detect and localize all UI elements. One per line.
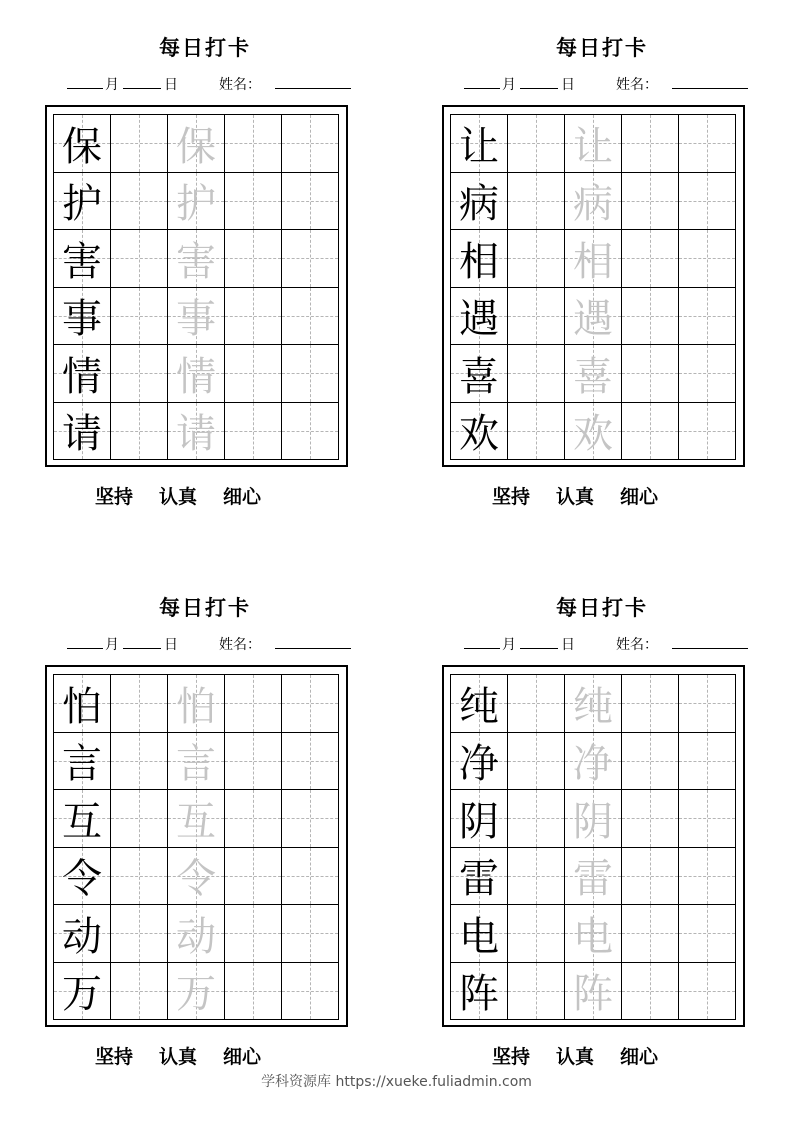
trace-char-cell [565, 173, 622, 231]
practice-cell[interactable] [282, 733, 339, 791]
practice-cell[interactable] [679, 173, 736, 231]
model-char-cell [53, 173, 111, 231]
practice-cell[interactable] [508, 905, 565, 963]
practice-cell[interactable] [679, 345, 736, 403]
practice-cell[interactable] [679, 114, 736, 173]
practice-cell[interactable] [111, 733, 168, 791]
model-char-cell [53, 230, 111, 288]
practice-cell[interactable] [282, 963, 339, 1021]
model-char-cell [450, 733, 508, 791]
trace-character: 雷 [573, 856, 613, 903]
model-character: 电 [459, 913, 499, 960]
writing-grid-frame [442, 665, 745, 1027]
slogan-word: 认真 [556, 1046, 595, 1068]
writing-grid-frame [45, 665, 348, 1027]
practice-cell[interactable] [225, 288, 282, 346]
date-name-row [45, 72, 365, 94]
grid-row [450, 230, 736, 288]
trace-character: 遇 [573, 296, 613, 343]
grid-row [53, 848, 339, 906]
grid-row [53, 963, 339, 1021]
slogan [492, 482, 658, 509]
practice-cell[interactable] [282, 905, 339, 963]
practice-cell[interactable] [111, 288, 168, 346]
trace-character: 言 [176, 741, 216, 788]
grid-row [53, 674, 339, 733]
grid-row [450, 733, 736, 791]
trace-char-cell [565, 288, 622, 346]
practice-cell[interactable] [508, 790, 565, 848]
name-label: 姓名： [219, 77, 261, 93]
model-character: 情 [62, 353, 102, 400]
trace-character: 净 [573, 741, 613, 788]
grid-row [450, 114, 736, 173]
practice-cell[interactable] [508, 114, 565, 173]
practice-cell[interactable] [508, 963, 565, 1021]
practice-cell[interactable] [622, 230, 679, 288]
model-character: 纯 [459, 683, 499, 730]
practice-cell[interactable] [622, 790, 679, 848]
grid-row [450, 674, 736, 733]
model-char-cell [450, 674, 508, 733]
trace-character: 喜 [573, 353, 613, 400]
trace-char-cell [565, 403, 622, 461]
writing-grid [53, 114, 339, 460]
trace-character: 阴 [573, 798, 613, 845]
month-blank[interactable] [464, 634, 500, 649]
practice-cell[interactable] [225, 733, 282, 791]
slogan [492, 1042, 658, 1069]
model-character: 令 [62, 856, 102, 903]
practice-cell[interactable] [111, 848, 168, 906]
model-character: 喜 [459, 353, 499, 400]
name-label: 姓名： [616, 637, 658, 653]
grid-row [450, 905, 736, 963]
model-char-cell [450, 963, 508, 1021]
date-name-row [442, 72, 762, 94]
practice-cell[interactable] [282, 173, 339, 231]
day-blank[interactable] [520, 74, 558, 89]
day-blank[interactable] [123, 634, 161, 649]
model-character: 阵 [459, 971, 499, 1018]
model-character: 动 [62, 913, 102, 960]
practice-cell[interactable] [225, 403, 282, 461]
model-character: 害 [62, 238, 102, 285]
card-title: 每日打卡 [159, 35, 251, 60]
month-blank[interactable] [67, 634, 103, 649]
trace-char-cell [168, 963, 225, 1021]
day-blank[interactable] [123, 74, 161, 89]
grid-row [53, 905, 339, 963]
slogan-word: 细心 [620, 486, 659, 508]
practice-cell[interactable] [225, 963, 282, 1021]
trace-char-cell [168, 345, 225, 403]
trace-character: 令 [176, 856, 216, 903]
practice-cell[interactable] [508, 173, 565, 231]
card-title: 每日打卡 [159, 595, 251, 620]
practice-cell[interactable] [111, 230, 168, 288]
trace-character: 事 [176, 296, 216, 343]
grid-row [53, 288, 339, 346]
practice-cell[interactable] [111, 403, 168, 461]
trace-char-cell [168, 173, 225, 231]
day-label: 日 [164, 637, 178, 653]
practice-cell[interactable] [282, 674, 339, 733]
practice-cell[interactable] [679, 848, 736, 906]
grid-row [53, 230, 339, 288]
month-label: 月 [502, 637, 516, 653]
trace-char-cell [565, 114, 622, 173]
model-character: 净 [459, 741, 499, 788]
practice-cell[interactable] [679, 790, 736, 848]
model-character: 相 [459, 238, 499, 285]
month-blank[interactable] [464, 74, 500, 89]
day-label: 日 [561, 77, 575, 93]
practice-cell[interactable] [622, 674, 679, 733]
practice-cell[interactable] [282, 288, 339, 346]
grid-row [450, 288, 736, 346]
practice-cell[interactable] [111, 905, 168, 963]
practice-cell[interactable] [508, 733, 565, 791]
trace-char-cell [168, 230, 225, 288]
model-character: 互 [62, 798, 102, 845]
practice-cell[interactable] [622, 173, 679, 231]
model-character: 怕 [62, 683, 102, 730]
practice-cell[interactable] [679, 733, 736, 791]
model-char-cell [53, 733, 111, 791]
slogan-word: 坚持 [95, 486, 134, 508]
day-label: 日 [561, 637, 575, 653]
practice-cell[interactable] [282, 403, 339, 461]
practice-card [442, 560, 762, 1068]
practice-cell[interactable] [111, 963, 168, 1021]
model-character: 雷 [459, 856, 499, 903]
trace-char-cell [565, 790, 622, 848]
grid-row [53, 114, 339, 173]
grid-row [450, 403, 736, 461]
grid-row [53, 790, 339, 848]
writing-grid-frame [442, 105, 745, 467]
model-character: 阴 [459, 798, 499, 845]
trace-character: 动 [176, 913, 216, 960]
practice-cell[interactable] [225, 230, 282, 288]
model-character: 言 [62, 741, 102, 788]
model-char-cell [53, 114, 111, 173]
trace-character: 让 [573, 123, 613, 170]
trace-character: 互 [176, 798, 216, 845]
practice-cell[interactable] [111, 114, 168, 173]
slogan-word: 细心 [620, 1046, 659, 1068]
practice-cell[interactable] [622, 963, 679, 1021]
trace-char-cell [168, 848, 225, 906]
model-char-cell [53, 790, 111, 848]
model-character: 请 [62, 411, 102, 458]
slogan-word: 认真 [159, 1046, 198, 1068]
practice-cell[interactable] [622, 403, 679, 461]
model-char-cell [53, 848, 111, 906]
practice-cell[interactable] [622, 288, 679, 346]
practice-cell[interactable] [282, 790, 339, 848]
date-name-row [45, 632, 365, 654]
writing-grid [53, 674, 339, 1020]
trace-character: 纯 [573, 683, 613, 730]
writing-grid [450, 674, 736, 1020]
practice-cell[interactable] [622, 733, 679, 791]
slogan [95, 482, 261, 509]
practice-cell[interactable] [225, 345, 282, 403]
trace-character: 阵 [573, 971, 613, 1018]
name-blank[interactable] [672, 74, 748, 89]
practice-cell[interactable] [225, 674, 282, 733]
practice-card [442, 0, 762, 508]
trace-char-cell [168, 288, 225, 346]
trace-char-cell [168, 905, 225, 963]
trace-char-cell [168, 403, 225, 461]
card-title: 每日打卡 [556, 35, 648, 60]
trace-character: 害 [176, 238, 216, 285]
model-char-cell [450, 230, 508, 288]
trace-char-cell [168, 674, 225, 733]
practice-cell[interactable] [111, 173, 168, 231]
name-blank[interactable] [275, 74, 351, 89]
grid-row [450, 790, 736, 848]
month-label: 月 [105, 77, 119, 93]
practice-cell[interactable] [508, 403, 565, 461]
month-blank[interactable] [67, 74, 103, 89]
name-blank[interactable] [672, 634, 748, 649]
slogan-word: 细心 [223, 486, 262, 508]
practice-cell[interactable] [225, 173, 282, 231]
trace-char-cell [168, 733, 225, 791]
grid-row [450, 848, 736, 906]
practice-cell[interactable] [508, 230, 565, 288]
slogan-word: 坚持 [492, 486, 531, 508]
name-label: 姓名： [219, 637, 261, 653]
trace-character: 护 [176, 181, 216, 228]
trace-character: 欢 [573, 411, 613, 458]
practice-cell[interactable] [622, 905, 679, 963]
model-character: 遇 [459, 296, 499, 343]
model-char-cell [450, 905, 508, 963]
practice-cell[interactable] [225, 848, 282, 906]
model-char-cell [450, 288, 508, 346]
footer-watermark: 学科资源库 https://xueke.fuliadmin.com [261, 1074, 532, 1090]
practice-cell[interactable] [225, 114, 282, 173]
slogan-word: 坚持 [492, 1046, 531, 1068]
trace-character: 怕 [176, 683, 216, 730]
model-char-cell [53, 345, 111, 403]
trace-character: 病 [573, 181, 613, 228]
day-label: 日 [164, 77, 178, 93]
grid-row [53, 173, 339, 231]
month-label: 月 [502, 77, 516, 93]
slogan-word: 细心 [223, 1046, 262, 1068]
model-char-cell [450, 345, 508, 403]
model-char-cell [53, 403, 111, 461]
practice-cell[interactable] [282, 230, 339, 288]
model-character: 护 [62, 181, 102, 228]
practice-cell[interactable] [508, 848, 565, 906]
model-character: 事 [62, 296, 102, 343]
card-title: 每日打卡 [556, 595, 648, 620]
trace-char-cell [168, 114, 225, 173]
model-character: 万 [62, 971, 102, 1018]
model-char-cell [53, 905, 111, 963]
trace-char-cell [565, 905, 622, 963]
day-blank[interactable] [520, 634, 558, 649]
model-char-cell [450, 114, 508, 173]
practice-card [45, 560, 365, 1068]
slogan-word: 坚持 [95, 1046, 134, 1068]
practice-cell[interactable] [508, 674, 565, 733]
writing-grid-frame [45, 105, 348, 467]
practice-cell[interactable] [111, 790, 168, 848]
model-char-cell [450, 403, 508, 461]
name-label: 姓名： [616, 77, 658, 93]
practice-cell[interactable] [679, 230, 736, 288]
model-char-cell [53, 674, 111, 733]
model-character: 让 [459, 123, 499, 170]
model-char-cell [450, 173, 508, 231]
grid-row [450, 173, 736, 231]
trace-char-cell [565, 230, 622, 288]
trace-character: 相 [573, 238, 613, 285]
practice-cell[interactable] [282, 114, 339, 173]
practice-cell[interactable] [679, 288, 736, 346]
trace-char-cell [565, 733, 622, 791]
practice-card [45, 0, 365, 508]
grid-row [53, 403, 339, 461]
month-label: 月 [105, 637, 119, 653]
grid-row [450, 963, 736, 1021]
practice-cell[interactable] [622, 114, 679, 173]
practice-cell[interactable] [679, 963, 736, 1021]
trace-char-cell [565, 345, 622, 403]
model-character: 保 [62, 123, 102, 170]
writing-grid [450, 114, 736, 460]
trace-character: 保 [176, 123, 216, 170]
practice-cell[interactable] [622, 345, 679, 403]
model-character: 欢 [459, 411, 499, 458]
slogan [95, 1042, 261, 1069]
model-char-cell [450, 790, 508, 848]
slogan-word: 认真 [556, 486, 595, 508]
model-char-cell [53, 288, 111, 346]
grid-row [53, 345, 339, 403]
trace-char-cell [565, 848, 622, 906]
name-blank[interactable] [275, 634, 351, 649]
grid-row [450, 345, 736, 403]
practice-cell[interactable] [508, 345, 565, 403]
practice-cell[interactable] [622, 848, 679, 906]
practice-cell[interactable] [679, 674, 736, 733]
date-name-row [442, 632, 762, 654]
slogan-word: 认真 [159, 486, 198, 508]
trace-char-cell [565, 963, 622, 1021]
practice-cell[interactable] [282, 848, 339, 906]
trace-character: 电 [573, 913, 613, 960]
practice-cell[interactable] [282, 345, 339, 403]
practice-cell[interactable] [508, 288, 565, 346]
model-char-cell [450, 848, 508, 906]
trace-character: 万 [176, 971, 216, 1018]
trace-character: 请 [176, 411, 216, 458]
model-character: 病 [459, 181, 499, 228]
practice-cell[interactable] [679, 905, 736, 963]
model-char-cell [53, 963, 111, 1021]
trace-character: 情 [176, 353, 216, 400]
practice-cell[interactable] [225, 905, 282, 963]
practice-cell[interactable] [111, 674, 168, 733]
practice-cell[interactable] [225, 790, 282, 848]
grid-row [53, 733, 339, 791]
practice-cell[interactable] [111, 345, 168, 403]
trace-char-cell [565, 674, 622, 733]
practice-cell[interactable] [679, 403, 736, 461]
trace-char-cell [168, 790, 225, 848]
